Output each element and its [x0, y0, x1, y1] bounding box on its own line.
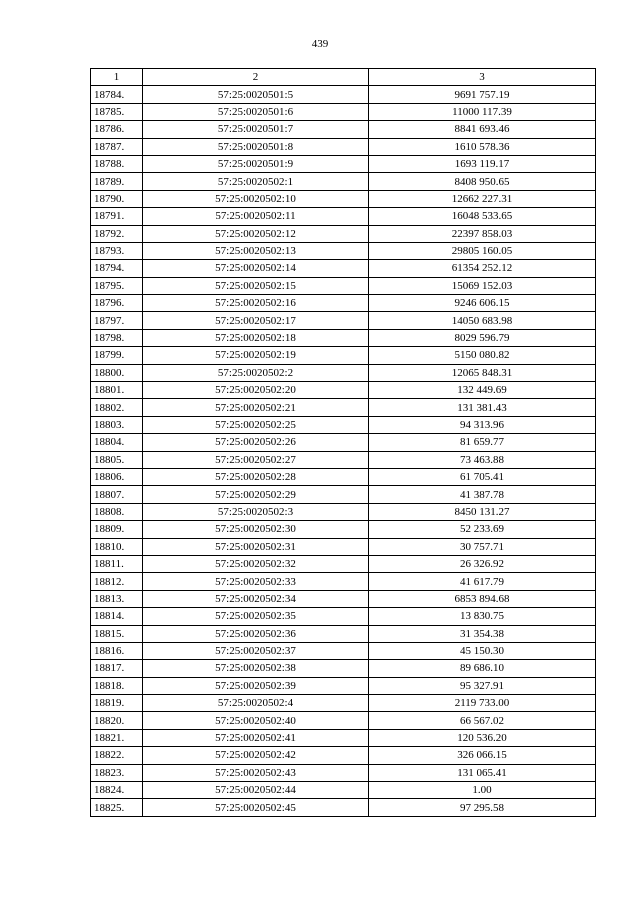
table-row: [91, 434, 596, 451]
value-cell: 81 659.77: [369, 434, 596, 451]
row-number-cell: 18793.: [91, 242, 143, 259]
row-number-cell: 18820.: [91, 712, 143, 729]
table-row: [91, 486, 596, 503]
row-number-cell: 18808.: [91, 503, 143, 520]
table-row: [91, 295, 596, 312]
cadastral-number-cell: 57:25:0020502:15: [143, 277, 369, 294]
value-cell: 15069 152.03: [369, 277, 596, 294]
table-row: [91, 242, 596, 259]
value-cell: 29805 160.05: [369, 242, 596, 259]
value-cell: 2119 733.00: [369, 695, 596, 712]
value-cell: 12065 848.31: [369, 364, 596, 381]
row-number-cell: 18822.: [91, 747, 143, 764]
table-row: [91, 347, 596, 364]
cadastral-number-cell: 57:25:0020502:3: [143, 503, 369, 520]
cadastral-number-cell: 57:25:0020502:32: [143, 555, 369, 572]
table-row: [91, 764, 596, 781]
row-number-cell: 18811.: [91, 555, 143, 572]
table-row: [91, 468, 596, 485]
value-cell: 1693 119.17: [369, 155, 596, 172]
table-row: [91, 538, 596, 555]
table-row: [91, 573, 596, 590]
value-cell: 30 757.71: [369, 538, 596, 555]
table-row: [91, 260, 596, 277]
cadastral-number-cell: 57:25:0020502:33: [143, 573, 369, 590]
table-row: [91, 225, 596, 242]
row-number-cell: 18804.: [91, 434, 143, 451]
row-number-cell: 18802.: [91, 399, 143, 416]
value-cell: 8450 131.27: [369, 503, 596, 520]
cadastral-number-cell: 57:25:0020502:28: [143, 468, 369, 485]
cadastral-number-cell: 57:25:0020502:41: [143, 729, 369, 746]
value-cell: 61 705.41: [369, 468, 596, 485]
cadastral-number-cell: 57:25:0020502:27: [143, 451, 369, 468]
row-number-cell: 18821.: [91, 729, 143, 746]
row-number-cell: 18800.: [91, 364, 143, 381]
table-row: [91, 277, 596, 294]
row-number-cell: 18825.: [91, 799, 143, 816]
value-cell: 5150 080.82: [369, 347, 596, 364]
table-row: [91, 608, 596, 625]
cadastral-number-cell: 57:25:0020502:39: [143, 677, 369, 694]
row-number-cell: 18823.: [91, 764, 143, 781]
row-number-cell: 18805.: [91, 451, 143, 468]
cadastral-number-cell: 57:25:0020502:17: [143, 312, 369, 329]
row-number-cell: 18810.: [91, 538, 143, 555]
row-number-cell: 18807.: [91, 486, 143, 503]
cadastral-number-cell: 57:25:0020501:7: [143, 121, 369, 138]
value-cell: 26 326.92: [369, 555, 596, 572]
row-number-cell: 18798.: [91, 329, 143, 346]
cadastral-number-cell: 57:25:0020502:1: [143, 173, 369, 190]
cadastral-number-cell: 57:25:0020502:38: [143, 660, 369, 677]
cadastral-number-cell: 57:25:0020502:26: [143, 434, 369, 451]
table-body: [91, 86, 596, 816]
table-row: [91, 503, 596, 520]
row-number-cell: 18817.: [91, 660, 143, 677]
row-number-cell: 18819.: [91, 695, 143, 712]
column-header-1: 1: [91, 69, 143, 86]
row-number-cell: 18785.: [91, 103, 143, 120]
cadastral-number-cell: 57:25:0020502:35: [143, 608, 369, 625]
value-cell: 41 387.78: [369, 486, 596, 503]
column-header-3: 3: [369, 69, 596, 86]
cadastral-number-cell: 57:25:0020502:42: [143, 747, 369, 764]
row-number-cell: 18806.: [91, 468, 143, 485]
row-number-cell: 18812.: [91, 573, 143, 590]
row-number-cell: 18818.: [91, 677, 143, 694]
table-row: [91, 208, 596, 225]
row-number-cell: 18801.: [91, 382, 143, 399]
value-cell: 326 066.15: [369, 747, 596, 764]
cadastral-number-cell: 57:25:0020502:4: [143, 695, 369, 712]
row-number-cell: 18816.: [91, 642, 143, 659]
table-row: [91, 521, 596, 538]
cadastral-number-cell: 57:25:0020502:44: [143, 782, 369, 799]
cadastral-number-cell: 57:25:0020502:37: [143, 642, 369, 659]
value-cell: 9691 757.19: [369, 86, 596, 103]
value-cell: 95 327.91: [369, 677, 596, 694]
table-row: [91, 660, 596, 677]
cadastral-number-cell: 57:25:0020502:18: [143, 329, 369, 346]
table-row: [91, 747, 596, 764]
cadastral-number-cell: 57:25:0020502:13: [143, 242, 369, 259]
value-cell: 31 354.38: [369, 625, 596, 642]
value-cell: 1.00: [369, 782, 596, 799]
value-cell: 12662 227.31: [369, 190, 596, 207]
table-row: [91, 364, 596, 381]
cadastral-number-cell: 57:25:0020502:16: [143, 295, 369, 312]
row-number-cell: 18786.: [91, 121, 143, 138]
table-row: [91, 121, 596, 138]
value-cell: 11000 117.39: [369, 103, 596, 120]
row-number-cell: 18791.: [91, 208, 143, 225]
table-row: [91, 625, 596, 642]
value-cell: 89 686.10: [369, 660, 596, 677]
value-cell: 22397 858.03: [369, 225, 596, 242]
value-cell: 6853 894.68: [369, 590, 596, 607]
value-cell: 16048 533.65: [369, 208, 596, 225]
row-number-cell: 18815.: [91, 625, 143, 642]
table-row: [91, 190, 596, 207]
cadastral-number-cell: 57:25:0020502:19: [143, 347, 369, 364]
table-row: [91, 173, 596, 190]
value-cell: 1610 578.36: [369, 138, 596, 155]
value-cell: 52 233.69: [369, 521, 596, 538]
cadastral-number-cell: 57:25:0020502:2: [143, 364, 369, 381]
cadastral-number-cell: 57:25:0020502:12: [143, 225, 369, 242]
cadastral-number-cell: 57:25:0020502:25: [143, 416, 369, 433]
value-cell: 94 313.96: [369, 416, 596, 433]
cadastral-number-cell: 57:25:0020502:30: [143, 521, 369, 538]
row-number-cell: 18803.: [91, 416, 143, 433]
table-row: [91, 782, 596, 799]
table-row: [91, 399, 596, 416]
table-row: [91, 155, 596, 172]
table-row: [91, 590, 596, 607]
value-cell: 8408 950.65: [369, 173, 596, 190]
row-number-cell: 18788.: [91, 155, 143, 172]
row-number-cell: 18797.: [91, 312, 143, 329]
cadastral-number-cell: 57:25:0020502:43: [143, 764, 369, 781]
page-number: 439: [311, 38, 329, 50]
table-row: [91, 138, 596, 155]
row-number-cell: 18809.: [91, 521, 143, 538]
cadastral-number-cell: 57:25:0020502:36: [143, 625, 369, 642]
table-row: [91, 312, 596, 329]
value-cell: 97 295.58: [369, 799, 596, 816]
value-cell: 41 617.79: [369, 573, 596, 590]
table-row: [91, 712, 596, 729]
cadastral-number-cell: 57:25:0020502:11: [143, 208, 369, 225]
value-cell: 14050 683.98: [369, 312, 596, 329]
value-cell: 131 381.43: [369, 399, 596, 416]
row-number-cell: 18794.: [91, 260, 143, 277]
cadastral-number-cell: 57:25:0020502:31: [143, 538, 369, 555]
value-cell: 132 449.69: [369, 382, 596, 399]
table-row: [91, 103, 596, 120]
row-number-cell: 18792.: [91, 225, 143, 242]
table-header: [91, 69, 596, 86]
row-number-cell: 18789.: [91, 173, 143, 190]
row-number-cell: 18795.: [91, 277, 143, 294]
data-table: [90, 68, 596, 817]
row-number-cell: 18790.: [91, 190, 143, 207]
table-row: [91, 555, 596, 572]
row-number-cell: 18787.: [91, 138, 143, 155]
row-number-cell: 18784.: [91, 86, 143, 103]
table-row: [91, 382, 596, 399]
header-row: [91, 69, 596, 86]
cadastral-number-cell: 57:25:0020502:34: [143, 590, 369, 607]
value-cell: 120 536.20: [369, 729, 596, 746]
row-number-cell: 18799.: [91, 347, 143, 364]
value-cell: 131 065.41: [369, 764, 596, 781]
value-cell: 8841 693.46: [369, 121, 596, 138]
cadastral-number-cell: 57:25:0020502:45: [143, 799, 369, 816]
table-row: [91, 729, 596, 746]
row-number-cell: 18796.: [91, 295, 143, 312]
value-cell: 13 830.75: [369, 608, 596, 625]
table-row: [91, 799, 596, 816]
cadastral-number-cell: 57:25:0020501:6: [143, 103, 369, 120]
cadastral-number-cell: 57:25:0020502:14: [143, 260, 369, 277]
cadastral-number-cell: 57:25:0020502:10: [143, 190, 369, 207]
value-cell: 61354 252.12: [369, 260, 596, 277]
cadastral-number-cell: 57:25:0020502:21: [143, 399, 369, 416]
cadastral-number-cell: 57:25:0020501:5: [143, 86, 369, 103]
value-cell: 9246 606.15: [369, 295, 596, 312]
table-row: [91, 677, 596, 694]
table-row: [91, 642, 596, 659]
cadastral-number-cell: 57:25:0020502:20: [143, 382, 369, 399]
row-number-cell: 18824.: [91, 782, 143, 799]
table-row: [91, 416, 596, 433]
cadastral-number-cell: 57:25:0020502:40: [143, 712, 369, 729]
cadastral-number-cell: 57:25:0020501:9: [143, 155, 369, 172]
table-row: [91, 86, 596, 103]
cadastral-number-cell: 57:25:0020502:29: [143, 486, 369, 503]
row-number-cell: 18814.: [91, 608, 143, 625]
value-cell: 45 150.30: [369, 642, 596, 659]
cadastral-number-cell: 57:25:0020501:8: [143, 138, 369, 155]
table-row: [91, 329, 596, 346]
table-row: [91, 451, 596, 468]
table-row: [91, 695, 596, 712]
value-cell: 8029 596.79: [369, 329, 596, 346]
column-header-2: 2: [143, 69, 369, 86]
value-cell: 73 463.88: [369, 451, 596, 468]
value-cell: 66 567.02: [369, 712, 596, 729]
row-number-cell: 18813.: [91, 590, 143, 607]
